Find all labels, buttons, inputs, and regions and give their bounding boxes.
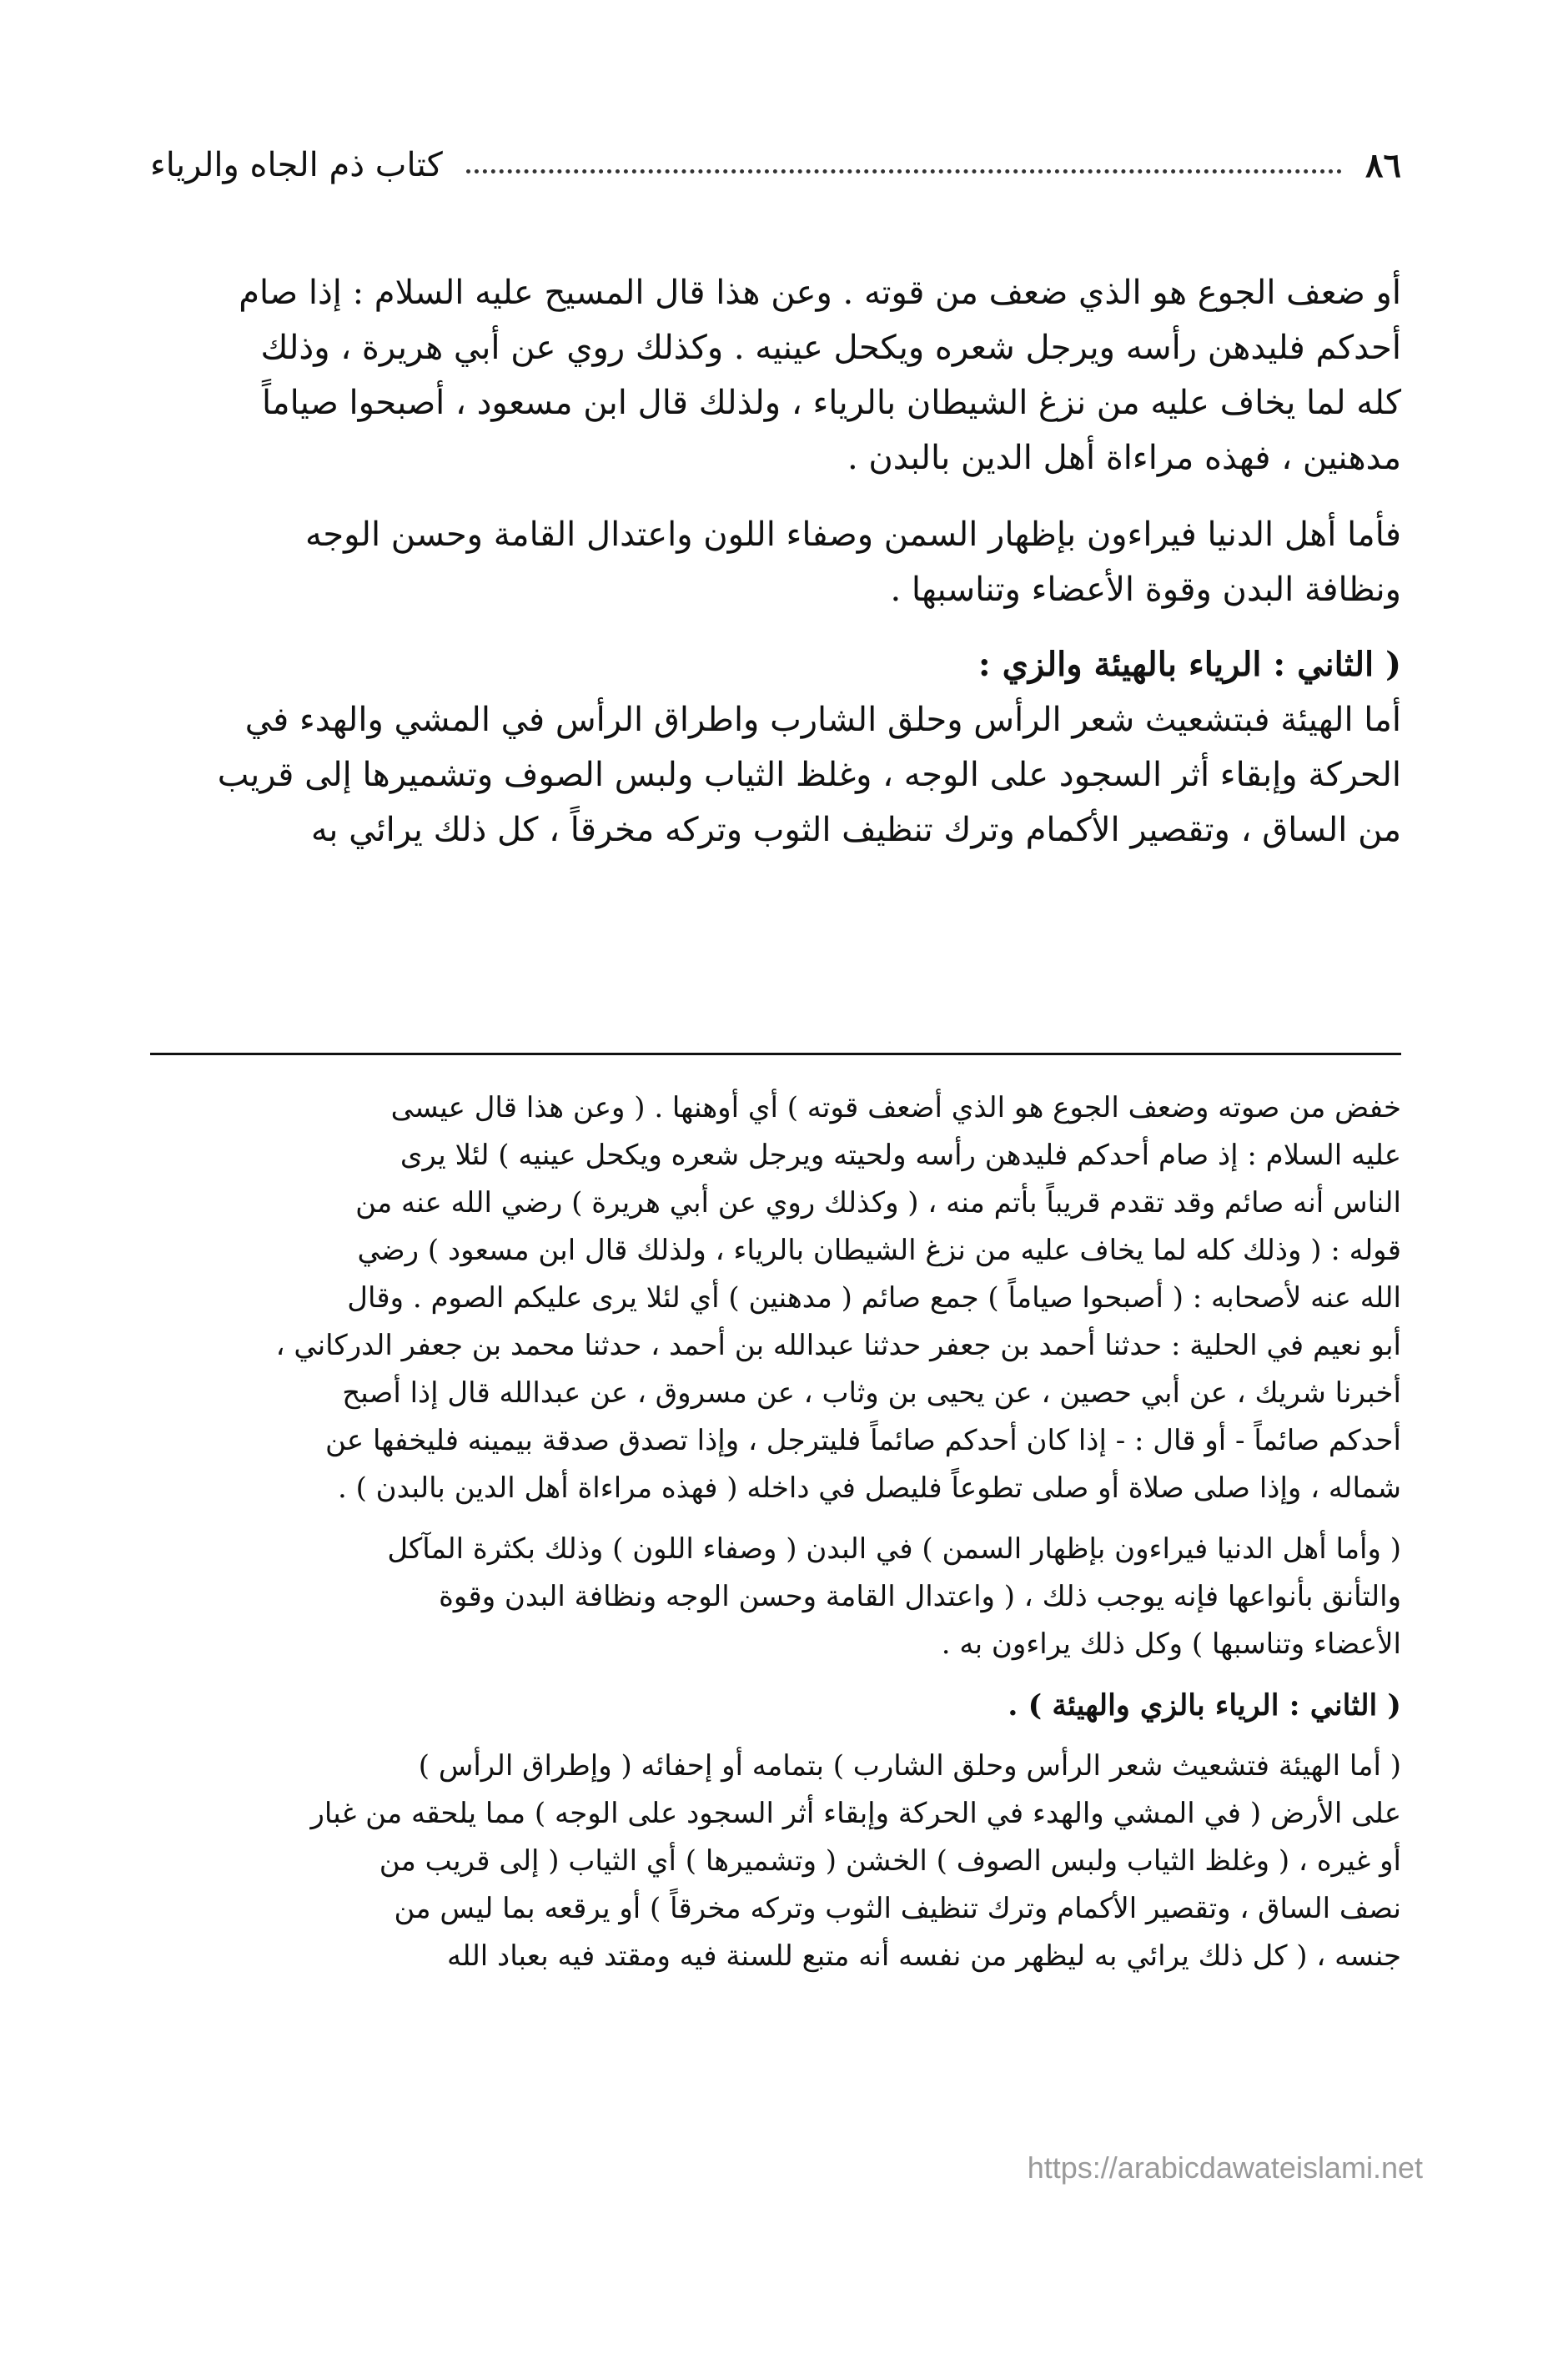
main-line: أما الهيئة فبتشعيث شعر الرأس وحلق الشارب واطراق الرأس في المشي والهدء في (244, 701, 1401, 739)
main-line: كله لما يخاف عليه من نزغ الشيطان بالرياء ، ولذلك قال ابن مسعود ، أصبحوا صياماً (261, 384, 1401, 422)
header-dot-leader (466, 169, 1342, 174)
section-heading: ( الثاني : الرياء بالهيئة والزي : (977, 645, 1401, 684)
commentary-line: أو غيره ، ( وغلظ الثياب ولبس الصوف ) الخشن ( وتشميرها ) أي الثياب ( إلى قريب من (379, 1844, 1401, 1878)
main-line: الحركة وإبقاء أثر السجود على الوجه ، وغلظ الثياب ولبس الصوف وتشميرها إلى قريب (217, 756, 1401, 794)
commentary-line: الأعضاء وتناسبها ) وكل ذلك يراءون به . (941, 1627, 1401, 1661)
main-line: ونظافة البدن وقوة الأعضاء وتناسبها . (890, 571, 1401, 609)
commentary-line: والتأنق بأنواعها فإنه يوجب ذلك ، ( واعتدال القامة وحسن الوجه ونظافة البدن وقوة (439, 1580, 1401, 1613)
main-text (150, 265, 1401, 858)
main-line: فأما أهل الدنيا فيراءون بإظهار السمن وصفاء اللون واعتدال القامة وحسن الوجه (304, 516, 1401, 554)
commentary-line: ( أما الهيئة فتشعيث شعر الرأس وحلق الشارب ) بتمامه أو إحفائه ( وإطراق الرأس ) (418, 1749, 1401, 1783)
main-line: أحدكم فليدهن رأسه ويرجل شعره ويكحل عينيه . وكذلك روي عن أبي هريرة ، وذلك (260, 329, 1401, 367)
commentary-line: أخبرنا شريك ، عن أبي حصين ، عن يحيى بن وثاب ، عن مسروق ، عن عبدالله قال إذا أصبح (342, 1376, 1401, 1410)
commentary-line: جنسه ، ( كل ذلك يرائي به ليظهر من نفسه أنه متبع للسنة فيه ومقتد فيه بعباد الله (446, 1939, 1401, 1973)
commentary-line: أحدكم صائماً - أو قال : - إذا كان أحدكم صائماً فليترجل ، وإذا تصدق صدقة بيمينه فليخفها عن (325, 1424, 1401, 1457)
commentary-line: أبو نعيم في الحلية : حدثنا أحمد بن جعفر حدثنا عبدالله بن أحمد ، حدثنا محمد بن جعفر الدركاني ، (275, 1329, 1401, 1362)
commentary-line: خفض من صوته وضعف الجوع هو الذي أضعف قوته ) أي أوهنها . ( وعن هذا قال عيسى (390, 1091, 1401, 1124)
commentary-line: قوله : ( وذلك كله لما يخاف عليه من نزغ الشيطان بالرياء ، ولذلك قال ابن مسعود ) رضي (357, 1234, 1401, 1267)
main-line: من الساق ، وتقصير الأكمام وترك تنظيف الثوب وتركه مخرقاً ، كل ذلك يرائي به (310, 811, 1401, 849)
commentary-line: نصف الساق ، وتقصير الأكمام وترك تنظيف الثوب وتركه مخرقاً ) أو يرقعه بما ليس من (394, 1892, 1401, 1925)
page-number: ٨٦ (1365, 145, 1401, 185)
separator-rule (150, 1053, 1401, 1055)
main-line: أو ضعف الجوع هو الذي ضعف من قوته . وعن هذا قال المسيح عليه السلام : إذا صام (239, 274, 1401, 312)
commentary-text (150, 1084, 1401, 1980)
commentary-heading: ( الثاني : الرياء بالزي والهيئة ) . (1008, 1688, 1401, 1723)
commentary-line: الناس أنه صائم وقد تقدم قريباً بأتم منه ، ( وكذلك روي عن أبي هريرة ) رضي الله عنه من (355, 1186, 1401, 1220)
commentary-line: على الأرض ( في المشي والهدء في الحركة وإبقاء أثر السجود على الوجه ) مما يلحقه من غبار (310, 1797, 1401, 1830)
watermark-url: https://arabicdawateislami.net (1027, 2150, 1423, 2185)
book-title: كتاب ذم الجاه والرياء (150, 146, 443, 184)
commentary-line: عليه السلام : إذ صام أحدكم فليدهن رأسه ولحيته ويرجل شعره ويكحل عينيه ) لئلا يرى (400, 1139, 1401, 1172)
commentary-line: الله عنه لأصحابه : ( أصبحوا صياماً ) جمع صائم ( مدهنين ) أي لئلا يرى عليكم الصوم . وقال (347, 1281, 1401, 1315)
main-line: مدهنين ، فهذه مراءاة أهل الدين بالبدن . (847, 439, 1401, 477)
commentary-line: شماله ، وإذا صلى صلاة أو صلى تطوعاً فليصل في داخله ( فهذه مراءاة أهل الدين بالبدن ) . (337, 1471, 1401, 1505)
running-header (150, 140, 1401, 190)
commentary-line: ( وأما أهل الدنيا فيراءون بإظهار السمن ) في البدن ( وصفاء اللون ) وذلك بكثرة المآكل (387, 1532, 1401, 1566)
